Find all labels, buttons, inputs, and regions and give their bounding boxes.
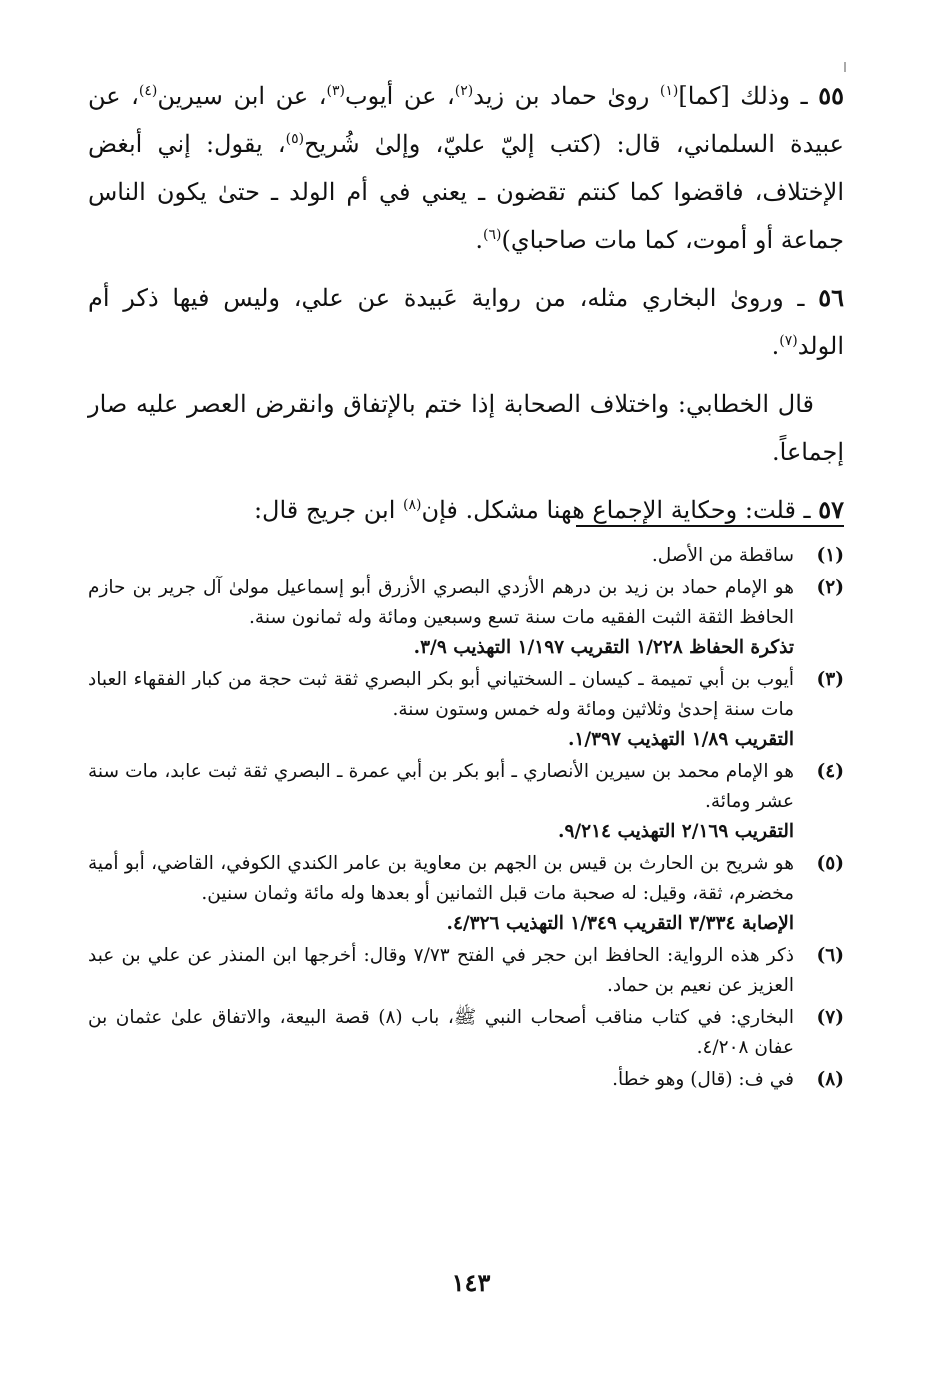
paragraph-number: ٥٥ (818, 81, 845, 110)
footnote (88, 1003, 844, 1063)
paragraph-text: ، يقول: إني أبغض الإختلاف، فاقضوا كما كنتم تقضون ـ يعني في أم الولد ـ حتىٰ يكون الناس جماعة أو أموت، كما مات صاحباي) (88, 130, 844, 254)
footnote-text: ذكر هذه الرواية: الحافظ ابن حجر في الفتح ٧/٧٣ وقال: أخرجها ابن المنذر عن علي بن عبد العزيز عن نعيم بن حماد. (88, 945, 794, 996)
footnote-text: ساقطة من الأصل. (651, 545, 794, 566)
footnote-body (88, 1065, 794, 1095)
footnote-text: هو الإمام حماد بن زيد بن درهم الأزدي البصري الأزرق أبو إسماعيل مولىٰ آل جرير بن حازم الحافظ الثقة الثبت الفقيه مات سنة تسع وسبعين ومائة وله ثمانون سنة. (88, 577, 794, 628)
footnote-number: (١) (816, 545, 844, 566)
paragraph-number: ٥٧ (818, 495, 844, 524)
footnote-number: (٣) (816, 669, 844, 690)
footnote-number: (٥) (816, 853, 844, 874)
footnote-body (88, 757, 794, 847)
footnote-text: هو شريح بن الحارث بن قيس بن الجهم بن معاوية بن عامر الكندي الكوفي، القاضي، أبو أمية مخضرم، ثقة، وقيل: له صحبة مات قبل الثمانين أو بعدها وله مائة وثمان سنين. (88, 853, 794, 904)
paragraph-number: ٥٦ (818, 283, 844, 312)
footnote-body (88, 665, 794, 755)
footnote-text: هو الإمام محمد بن سيرين الأنصاري ـ أبو بكر بن أبي عمرة ـ البصري ثقة ثبت عابد، مات سنة عشر ومائة. (88, 761, 794, 812)
paragraph-text: . (771, 332, 780, 360)
footnote-text: في ف: (قال) وهو خطأ. (612, 1069, 794, 1090)
footnote (88, 541, 844, 571)
footnote (88, 941, 844, 1001)
footnote-body (88, 541, 794, 571)
footnote-marker: (٥) (285, 131, 305, 147)
footnote (88, 665, 844, 755)
footnote-marker: (٤) (138, 83, 158, 99)
footnote-body (88, 849, 794, 939)
paragraph-text: ، عن ابن سيرين (157, 82, 327, 110)
footnote-number: (٧) (816, 1007, 844, 1028)
footnote-number: (٤) (816, 761, 844, 782)
footnote-text: البخاري: في كتاب مناقب أصحاب النبي ﷺ، باب (٨) قصة البيعة، والاتفاق علىٰ عثمان بن عفان ٤/٢٠٨. (88, 1007, 794, 1058)
paragraph-text: قال الخطابي: واختلاف الصحابة إذا ختم بالإتفاق وانقرض العصر عليه صار إجماعاً. (88, 390, 844, 466)
paragraph-text: ـ وروىٰ البخاري مثله، من رواية عَبيدة عن علي، وليس فيها ذكر أم الولد (88, 284, 844, 360)
footnote-number: (٢) (816, 577, 844, 598)
footnote-marker: (٨) (403, 497, 422, 513)
footnote-marker: (٣) (326, 83, 345, 99)
footnote-number: (٨) (816, 1069, 844, 1090)
scan-mark (844, 62, 846, 72)
footnote-marker: (١) (659, 83, 679, 99)
footnote-body (88, 573, 794, 663)
paragraph-text: ـ وذلك [كما] (678, 82, 819, 110)
footnote-reference: الإصابة ٣/٣٣٤ التقريب ١/٣٤٩ التهذيب ٤/٣٢٦. (446, 913, 794, 934)
paragraph (88, 380, 844, 476)
paragraph-text: ـ قلت: وحكاية الإجماع ههنا مشكل. فإن (421, 496, 819, 524)
paragraph-text: ابن جريج قال: (253, 496, 403, 524)
footnote (88, 849, 844, 939)
paragraph (88, 72, 844, 264)
footnote-marker: (٢) (454, 83, 474, 99)
footnote-reference: التقريب ٢/١٦٩ التهذيب ٩/٢١٤. (558, 821, 794, 842)
paragraph-text: روىٰ حماد بن زيد (473, 82, 660, 110)
footnote-reference: التقريب ١/٨٩ التهذيب ١/٣٩٧. (567, 729, 794, 750)
paragraph (88, 274, 844, 370)
footnote-reference: تذكرة الحفاظ ١/٢٢٨ التقريب ١/١٩٧ التهذيب ٣/٩. (413, 637, 794, 658)
footnote-marker: (٧) (779, 333, 798, 349)
paragraph-text: ، عن عبيدة السلماني، قال: (كتب إليّ عليّ، وإلىٰ شُريح (88, 82, 844, 158)
footnote (88, 757, 844, 847)
footnote-body (88, 1003, 794, 1063)
footnote-separator (576, 525, 844, 527)
footnote-body (88, 941, 794, 1001)
paragraph-text: . (475, 226, 484, 254)
paragraph-text: ، عن أيوب (344, 82, 455, 110)
footnote-marker: (٦) (483, 227, 502, 243)
footnote (88, 573, 844, 663)
footnotes (88, 541, 844, 1097)
footnote-text: أيوب بن أبي تميمة ـ كيسان ـ السختياني أبو بكر البصري ثقة ثبت حجة من كبار الفقهاء العباد مات سنة إحدىٰ وثلاثين ومائة وله خمس وستون سنة. (88, 669, 794, 720)
footnote-number: (٦) (816, 945, 844, 966)
page-number: ١٤٣ (451, 1268, 491, 1297)
main-text (88, 72, 844, 544)
footnote (88, 1065, 844, 1095)
